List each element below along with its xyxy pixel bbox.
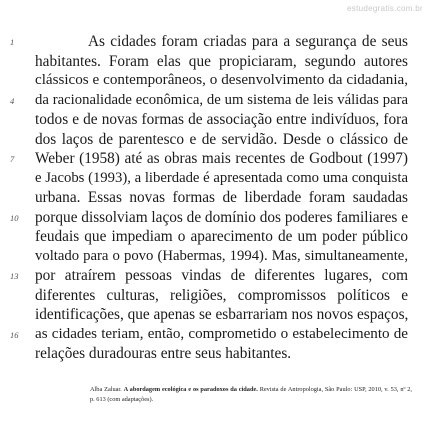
line-number: 10 [10,212,19,223]
source-citation [90,385,412,405]
line-text: urbana. Essas novas formas de liberdade foram saudadas [35,189,408,206]
line-text: As cidades foram criadas para a segurança de seus [88,33,408,50]
passage-text [0,32,429,364]
line-text: todos e de novas formas de associação entre indivíduos, fora [35,111,408,128]
line-text: habitantes. Foram elas que propiciaram, segundo autores [35,52,408,70]
line-number: 4 [10,95,15,106]
text-line [0,149,429,169]
line-number: 13 [10,271,19,281]
line-text: da racionalidade econômica, de um sistema de leis válidas para [35,91,408,108]
text-line [0,32,429,52]
citation-title: A abordagem ecológica e os paradoxos da cidade. [123,386,258,393]
line-text: feudais que impediam o aparecimento de um poder público [35,228,408,245]
citation-author: Alba Zaluar. [90,386,122,393]
text-line [0,325,429,345]
line-text: voltado para o povo (Habermas, 1994). Mas, simultaneamente, [35,247,408,264]
line-text: diferentes culturas, religiões, compromissos políticos e [35,286,408,304]
line-text: clássicos e contemporâneos, o desenvolvimento da cidadania, [35,72,408,88]
line-text: relações duradouras entre seus habitantes. [35,345,292,362]
line-text: dos laços de parentesco e de servidão. Desde o clássico de [35,130,408,148]
line-text: identificações, que apenas se esbarrariam nos novos espaços, [35,306,409,323]
line-text: e Jacobs (1993), a liberdade é apresentada como uma conquista [35,169,408,186]
text-line [0,227,429,247]
text-line [0,208,429,228]
line-number: 16 [10,329,19,340]
text-line [0,344,429,364]
text-line [0,266,429,286]
line-text: Weber (1958) até as obras mais recentes de Godbout (1997) [35,150,408,167]
line-number: 1 [10,37,15,47]
text-line [0,247,429,267]
line-text: por atraírem pessoas vindas de diferentes lugares, com [35,267,408,284]
text-line [0,286,429,306]
text-line [0,110,429,130]
watermark: estudegratis.com.br [347,4,423,13]
text-line [0,91,429,111]
line-text: porque dissolviam laços de domínio dos poderes familiares e [35,208,408,226]
text-line [0,71,429,91]
citation-details: Revista de Antropologia, São Paulo: USP, 2010, v. 53, nº 2, p. 613 (com adaptações). [90,386,413,403]
text-line [0,305,429,325]
text-line [0,188,429,208]
line-number: 7 [10,154,15,164]
text-line [0,52,429,72]
text-line [0,169,429,189]
line-text: as cidades teriam, então, comprometido o estabelecimento de [35,325,408,342]
text-line [0,130,429,150]
